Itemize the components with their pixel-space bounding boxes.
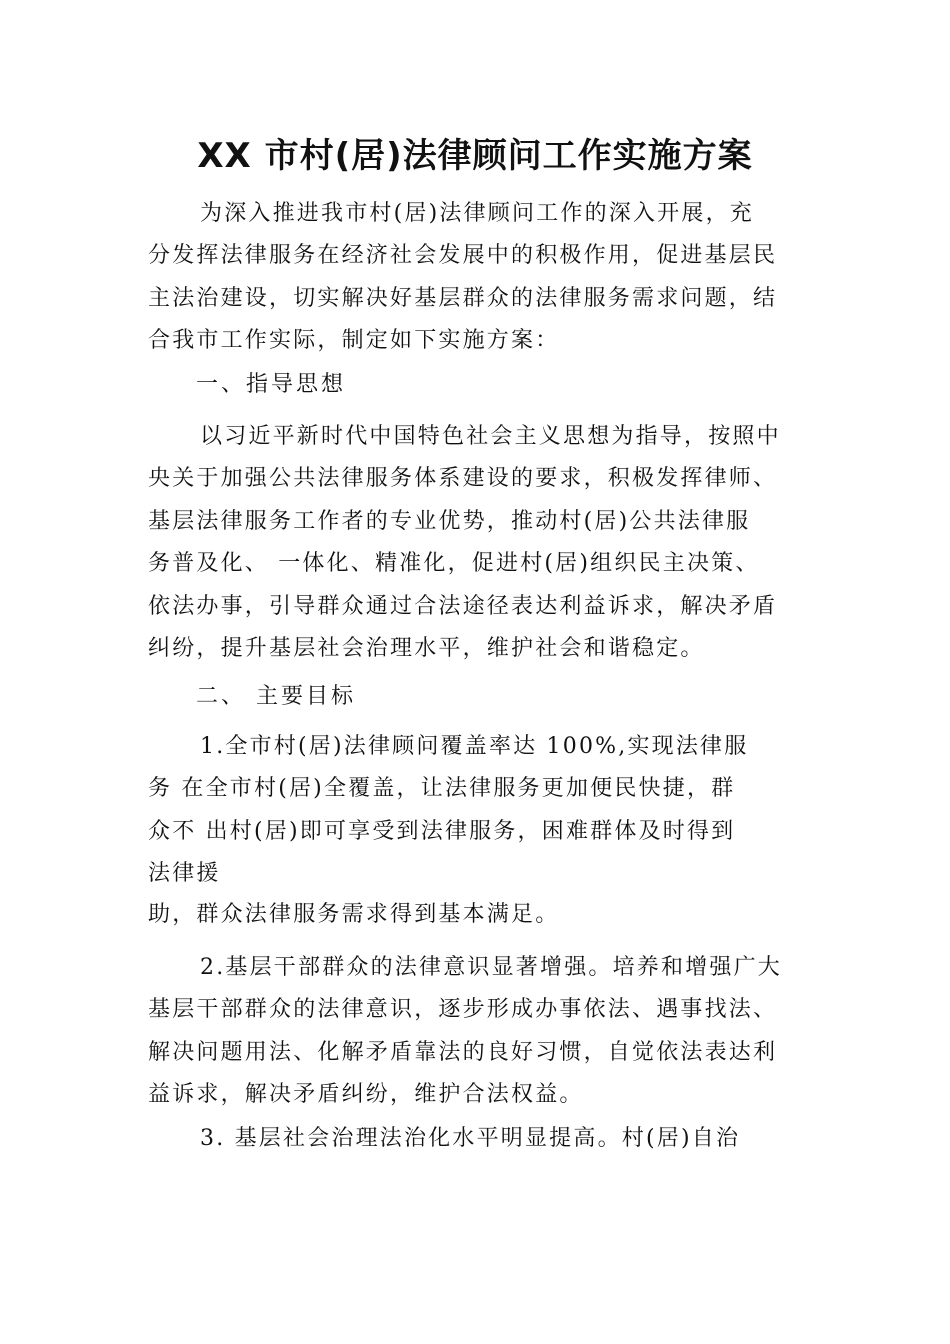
document-title: XX 市村(居)法律顾问工作实施方案: [197, 136, 753, 176]
section1-line: 依法办事，引导群众通过合法途径表达利益诉求，解决矛盾: [148, 594, 778, 619]
goal1-line: 众不 出村(居)即可享受到法律服务，困难群体及时得到: [148, 819, 736, 844]
intro-line: 合我市工作实际，制定如下实施方案：: [148, 328, 560, 353]
goal1-line: 务 在全市村(居)全覆盖，让法律服务更加便民快捷，群: [148, 776, 736, 801]
goal2-line: 益诉求，解决矛盾纠纷，维护合法权益。: [148, 1082, 584, 1107]
goal1-line: 1.全市村(居)法律顾问覆盖率达 100%,实现法律服: [200, 734, 749, 759]
section1-line: 以习近平新时代中国特色社会主义思想为指导，按照中: [200, 424, 781, 449]
goal1-line: 助，群众法律服务需求得到基本满足。: [148, 902, 560, 927]
goal1-line: 法律援: [148, 861, 221, 886]
goal2-line: 基层干部群众的法律意识，逐步形成办事依法、遇事找法、: [148, 997, 778, 1022]
goal3-line: 3. 基层社会治理法治化水平明显提高。村(居)自治: [200, 1126, 741, 1151]
section1-line: 基层法律服务工作者的专业优势，推动村(居)公共法律服: [148, 509, 751, 534]
intro-line: 为深入推进我市村(居)法律顾问工作的深入开展，充: [200, 201, 754, 226]
intro-line: 主法治建设，切实解决好基层群众的法律服务需求问题，结: [148, 286, 778, 311]
section-heading-guiding-ideology: 一、指导思想: [196, 372, 347, 397]
section1-line: 央关于加强公共法律服务体系建设的要求，积极发挥律师、: [148, 466, 778, 491]
section1-line: 务普及化、 一体化、精准化，促进村(居)组织民主决策、: [148, 551, 760, 576]
goal2-line: 解决问题用法、化解矛盾靠法的良好习惯，自觉依法表达利: [148, 1040, 778, 1065]
goal2-line: 2.基层干部群众的法律意识显著增强。培养和增强广大: [200, 955, 782, 980]
section-heading-main-goals: 二、 主要目标: [196, 684, 356, 709]
intro-line: 分发挥法律服务在经济社会发展中的积极作用，促进基层民: [148, 243, 778, 268]
section1-line: 纠纷，提升基层社会治理水平，维护社会和谐稳定。: [148, 636, 705, 661]
